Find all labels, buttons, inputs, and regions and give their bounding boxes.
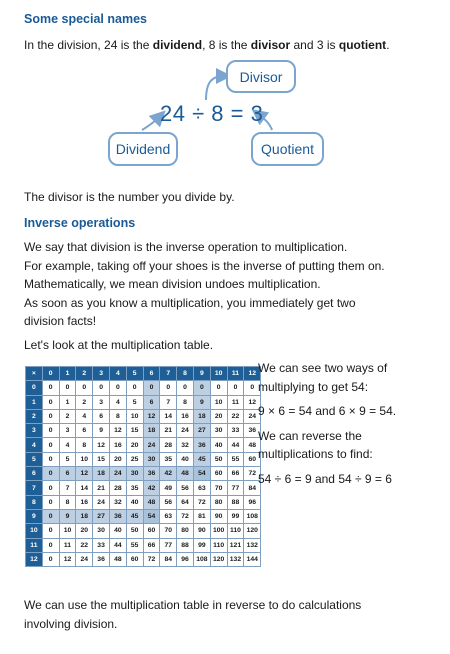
side-line: multiplying to get 54: [258,379,369,394]
column-header: 8 [177,367,194,381]
table-cell: 120 [244,524,261,538]
table-cell: 16 [76,495,93,509]
table-cell: 4 [76,409,93,423]
row-header: 1 [26,395,43,409]
table-cell: 77 [227,481,244,495]
table-cell: 56 [177,481,194,495]
table-cell: 88 [177,538,194,552]
table-cell: 0 [42,509,59,523]
closing-paragraph [24,596,444,633]
table-cell: 81 [193,509,210,523]
table-intro: Let's look at the multiplication table. [24,338,214,352]
column-header: 12 [244,367,261,381]
table-cell: 42 [143,481,160,495]
table-row [26,467,261,481]
divisor-box [226,60,296,93]
side-explanation [258,359,448,488]
table-cell: 54 [143,509,160,523]
table-cell: 24 [177,424,194,438]
table-header-row [26,367,261,381]
column-header: 10 [210,367,227,381]
table-cell: 21 [93,481,110,495]
table-cell: 7 [59,481,76,495]
table-cell: 108 [244,509,261,523]
row-header: 10 [26,524,43,538]
table-cell: 24 [93,495,110,509]
table-cell: 70 [160,524,177,538]
table-cell: 10 [210,395,227,409]
table-cell: 60 [126,552,143,566]
table-cell: 40 [109,524,126,538]
table-cell: 50 [210,452,227,466]
dividend-box-label: Dividend [115,141,171,157]
table-row [26,524,261,538]
table-cell: 7 [160,395,177,409]
column-header: 9 [193,367,210,381]
table-cell: 24 [244,409,261,423]
row-header: 8 [26,495,43,509]
divisor-arrow [206,76,224,100]
table-cell: 56 [160,495,177,509]
table-corner: × [26,367,43,381]
table-cell: 12 [93,438,110,452]
table-cell: 3 [59,424,76,438]
table-cell: 100 [210,524,227,538]
table-cell: 99 [193,538,210,552]
table-cell: 14 [160,409,177,423]
table-cell: 30 [143,452,160,466]
table-cell: 9 [93,424,110,438]
table-cell: 35 [126,481,143,495]
table-cell: 0 [143,381,160,395]
table-cell: 64 [177,495,194,509]
table-cell: 0 [42,424,59,438]
column-header: 6 [143,367,160,381]
table-cell: 0 [42,381,59,395]
table-cell: 12 [143,409,160,423]
table-cell: 72 [244,467,261,481]
table-cell: 36 [109,509,126,523]
table-cell: 20 [76,524,93,538]
table-cell: 0 [42,538,59,552]
table-row [26,395,261,409]
table-cell: 63 [193,481,210,495]
table-cell: 0 [42,409,59,423]
section-heading-inverse: Inverse operations [24,216,136,230]
side-line: We can see two ways of [258,361,388,375]
table-cell: 55 [126,538,143,552]
table-cell: 18 [76,509,93,523]
table-cell: 9 [59,509,76,523]
table-row [26,481,261,495]
section-heading-special-names: Some special names [24,12,147,26]
row-header: 3 [26,424,43,438]
table-cell: 1 [59,395,76,409]
table-cell: 0 [42,481,59,495]
table-cell: 72 [143,552,160,566]
table-cell: 90 [193,524,210,538]
column-header: 0 [42,367,59,381]
table-cell: 10 [59,524,76,538]
table-row [26,509,261,523]
table-cell: 0 [42,438,59,452]
table-row [26,552,261,566]
table-row [26,424,261,438]
table-cell: 0 [42,452,59,466]
table-cell: 8 [59,495,76,509]
table-cell: 99 [227,509,244,523]
table-cell: 60 [143,524,160,538]
table-cell: 35 [160,452,177,466]
side-line: We can reverse the [258,428,362,443]
table-cell: 20 [210,409,227,423]
table-cell: 24 [143,438,160,452]
table-cell: 110 [227,524,244,538]
table-cell: 33 [93,538,110,552]
table-cell: 15 [126,424,143,438]
multiplication-table-wrapper [25,366,261,567]
table-cell: 96 [244,495,261,509]
division-diagram [0,0,450,190]
table-cell: 90 [210,509,227,523]
table-cell: 0 [42,552,59,566]
table-cell: 55 [227,452,244,466]
inverse-line: As soon as you know a multiplication, you immediately get two [24,295,356,310]
table-cell: 12 [109,424,126,438]
closing-line: We can use the multiplication table in reverse to do calculations [24,598,362,612]
table-cell: 30 [93,524,110,538]
row-header: 12 [26,552,43,566]
quotient-box [251,132,324,166]
column-header: 4 [109,367,126,381]
dividend-box [108,132,178,166]
table-cell: 72 [177,509,194,523]
table-cell: 88 [227,495,244,509]
term-divisor: divisor [250,38,291,52]
table-cell: 66 [227,467,244,481]
table-cell: 36 [93,552,110,566]
intro-text-1: In the division, 24 is the [24,38,153,52]
multiplication-table [25,366,261,567]
divisor-box-label: Divisor [239,68,283,85]
table-cell: 18 [93,467,110,481]
table-cell: 121 [227,538,244,552]
table-cell: 44 [227,438,244,452]
table-cell: 6 [76,424,93,438]
table-cell: 132 [244,538,261,552]
column-header: 2 [76,367,93,381]
row-header: 9 [26,509,43,523]
inverse-line: For example, taking off your shoes is the inverse of putting them on. [24,258,385,273]
table-cell: 10 [76,452,93,466]
table-row [26,438,261,452]
table-cell: 0 [42,395,59,409]
table-cell: 132 [227,552,244,566]
table-cell: 63 [160,509,177,523]
table-cell: 27 [193,424,210,438]
table-cell: 6 [143,395,160,409]
table-cell: 84 [244,481,261,495]
table-cell: 20 [126,438,143,452]
table-cell: 54 [193,467,210,481]
table-cell: 2 [59,409,76,423]
table-cell: 0 [244,381,261,395]
table-cell: 48 [244,438,261,452]
table-cell: 60 [210,467,227,481]
table-row [26,409,261,423]
row-header: 0 [26,381,43,395]
table-cell: 0 [59,381,76,395]
table-cell: 0 [193,381,210,395]
column-header: 1 [59,367,76,381]
table-cell: 66 [143,538,160,552]
table-cell: 9 [193,395,210,409]
table-cell: 42 [160,467,177,481]
table-cell: 12 [244,395,261,409]
table-cell: 3 [93,395,110,409]
table-cell: 8 [177,395,194,409]
table-cell: 110 [210,538,227,552]
table-cell: 22 [227,409,244,423]
table-cell: 32 [109,495,126,509]
row-header: 6 [26,467,43,481]
table-cell: 45 [193,452,210,466]
table-cell: 15 [93,452,110,466]
table-cell: 40 [177,452,194,466]
row-header: 5 [26,452,43,466]
table-cell: 18 [143,424,160,438]
dividend-arrow [142,116,160,130]
inverse-line: division facts! [24,314,97,328]
table-cell: 27 [93,509,110,523]
table-cell: 0 [210,381,227,395]
side-line: multiplications to find: [258,447,373,461]
side-line: 54 ÷ 6 = 9 and 54 ÷ 9 = 6 [258,471,392,486]
table-cell: 18 [193,409,210,423]
table-cell: 144 [244,552,261,566]
table-cell: 77 [160,538,177,552]
table-cell: 48 [177,467,194,481]
table-cell: 24 [109,467,126,481]
table-cell: 8 [109,409,126,423]
table-row [26,452,261,466]
table-cell: 8 [76,438,93,452]
column-header: 11 [227,367,244,381]
table-cell: 6 [59,467,76,481]
row-header: 4 [26,438,43,452]
table-cell: 0 [160,381,177,395]
table-cell: 28 [160,438,177,452]
table-cell: 25 [126,452,143,466]
table-cell: 5 [126,395,143,409]
division-equation: 24 ÷ 8 = 3 [160,101,264,126]
table-cell: 60 [244,452,261,466]
table-cell: 4 [59,438,76,452]
table-cell: 0 [42,467,59,481]
table-cell: 0 [42,495,59,509]
table-cell: 11 [59,538,76,552]
table-cell: 80 [210,495,227,509]
table-cell: 28 [109,481,126,495]
term-quotient: quotient [338,38,387,52]
column-header: 7 [160,367,177,381]
table-row [26,495,261,509]
table-cell: 21 [160,424,177,438]
table-cell: 16 [177,409,194,423]
table-cell: 45 [126,509,143,523]
table-cell: 0 [42,524,59,538]
inverse-paragraph [24,238,444,331]
table-cell: 48 [109,552,126,566]
table-cell: 50 [126,524,143,538]
table-cell: 40 [210,438,227,452]
table-row [26,381,261,395]
table-cell: 48 [143,495,160,509]
closing-line: involving division. [24,616,118,631]
inverse-line: We say that division is the inverse operation to multiplication. [24,240,348,254]
table-cell: 2 [76,395,93,409]
table-cell: 0 [227,381,244,395]
column-header: 5 [126,367,143,381]
table-cell: 12 [76,467,93,481]
side-line: 9 × 6 = 54 and 6 × 9 = 54. [258,404,397,418]
table-cell: 36 [244,424,261,438]
table-cell: 0 [109,381,126,395]
table-cell: 16 [109,438,126,452]
table-cell: 5 [59,452,76,466]
table-cell: 36 [143,467,160,481]
table-cell: 0 [93,381,110,395]
table-cell: 11 [227,395,244,409]
table-cell: 0 [177,381,194,395]
table-cell: 36 [193,438,210,452]
table-cell: 72 [193,495,210,509]
table-cell: 84 [160,552,177,566]
table-cell: 70 [210,481,227,495]
quotient-box-label: Quotient [261,141,314,157]
table-cell: 22 [76,538,93,552]
table-row [26,538,261,552]
table-cell: 0 [126,381,143,395]
intro-text-4: . [386,38,390,52]
table-cell: 6 [93,409,110,423]
divisor-definition: The divisor is the number you divide by. [24,190,235,204]
row-header: 2 [26,409,43,423]
table-cell: 44 [109,538,126,552]
table-cell: 10 [126,409,143,423]
term-dividend: dividend [152,38,203,52]
inverse-line: Mathematically, we mean division undoes multiplication. [24,277,321,291]
table-cell: 40 [126,495,143,509]
table-cell: 108 [193,552,210,566]
table-cell: 49 [160,481,177,495]
column-header: 3 [93,367,110,381]
row-header: 7 [26,481,43,495]
table-cell: 120 [210,552,227,566]
intro-text-3: and 3 is [290,38,339,52]
table-cell: 32 [177,438,194,452]
table-cell: 4 [109,395,126,409]
table-cell: 80 [177,524,194,538]
table-cell: 20 [109,452,126,466]
row-header: 11 [26,538,43,552]
table-cell: 96 [177,552,194,566]
intro-text-2: , 8 is the [202,38,251,52]
table-cell: 14 [76,481,93,495]
table-cell: 33 [227,424,244,438]
table-cell: 24 [76,552,93,566]
table-cell: 0 [76,381,93,395]
table-cell: 30 [210,424,227,438]
table-cell: 12 [59,552,76,566]
diagram-arrows [0,0,450,190]
table-cell: 30 [126,467,143,481]
